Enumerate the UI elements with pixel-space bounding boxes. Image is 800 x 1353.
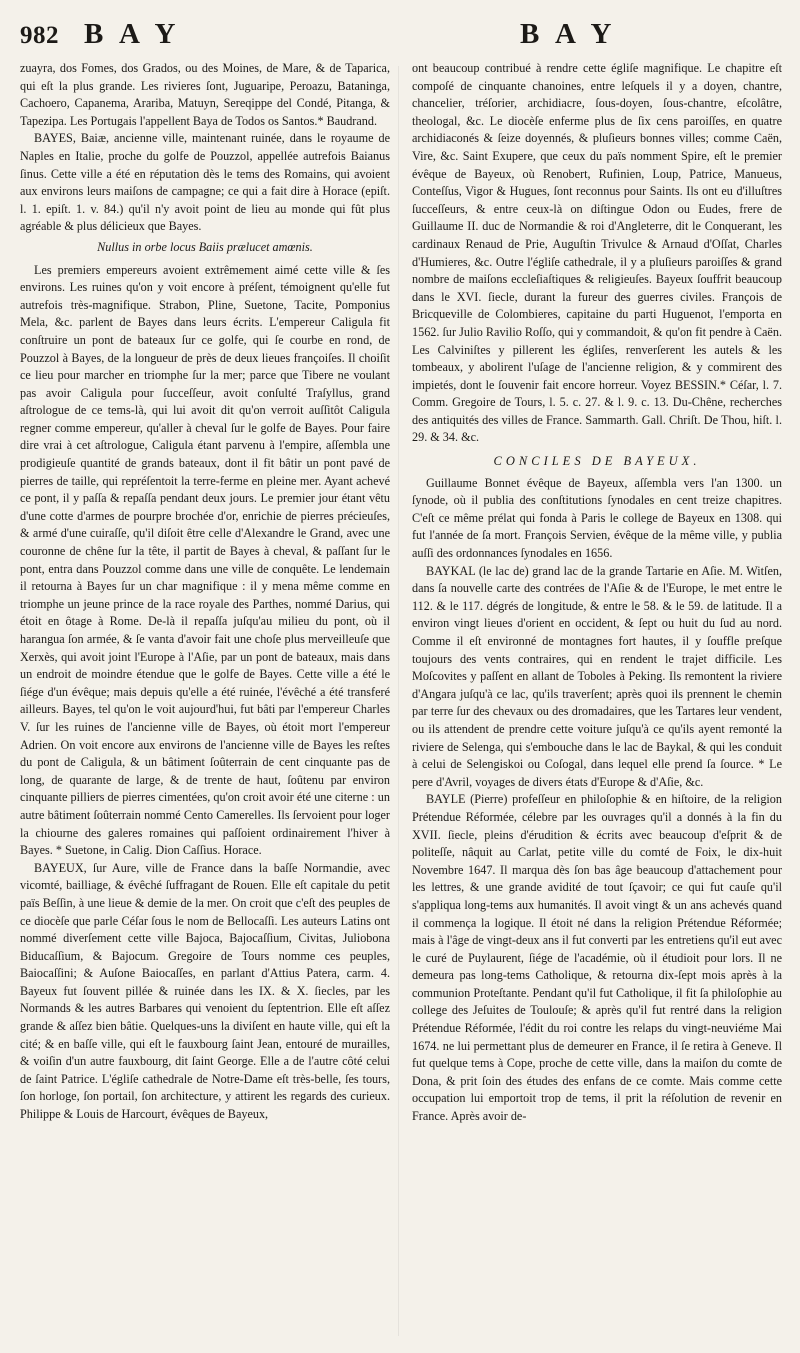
paragraph: BAYES, Baiæ, ancienne ville, maintenant ruinée, dans le royaume de Naples en Italie, proche du golfe de Pouzzol, appellée autrefois Baianus ſinus. Cette ville a été en réputation dès le tems des Romains, qui avoient aux environs leurs maiſons de campagne; ce qui a fait dire à Horace (epiſt. l. 1. epiſt. 1. v. 84.) qu'il n'y avoit point de lieu au monde qui fût plus agréable & plus délicieux que Bayes. <box>20 131 390 234</box>
continued-paragraph: ont beaucoup contribué à rendre cette égliſe magnifique. Le chapitre eſt compoſé de cinquante chanoines, entre leſquels il y a doyen, chantre, chancelier, tréſorier, archidiacre, ſous-doyen, ſous-chantre, eſcolâtre, theologal, &c. Le diocèſe enferme plus de ſix cens paroiſſes, en quatre archidiaconés & ſeize doyennés, & pluſieurs bonnes villes; comme Caën, Vire, &c. Saint Exupere, que ceux du païs nomment Spire, eſt le premier évêque de Bayeux, où Renobert, Rufinien, Loup, Patrice, Manueus, Conteſſus, Vigor & Hugues, ſont reconnus pour Saints. Ils ont eu d'illuſtres ſucceſſeurs, & entre ceux-là on diſtingue Odon ou Eudes, frere de Guillaume II. duc de Normandie & roi d'Angleterre, dit le Conquerant, les cardinaux Renaud de Prie, Auguſtin Trivulce & Arnaud d'Oſſat, Charles d'Humieres, &c. Outre l'égliſe cathedrale, il y a pluſieurs paroiſſes & grand nombre de maiſons eccleſiaſtiques & religieuſes. Bayeux ſouffrit beaucoup dans le XVI. ſiecle, durant la fureur des guerres civiles. François de Bricqueville de Colombieres, capitaine du parti Huguenot, l'emporta en 1562. ſur Julio Ravilio Roſſo, qui y commandoit, & qu'on fit pendre à Caën. Les Calviniſtes y pillerent les égliſes, renverſerent les autels & les tombeaux, y abolirent l'uſage de l'ancienne religion, & y commirent des impietés, dont le ſouvenir fait encore horreur. Voyez BESSIN.* Céſar, l. 7. Comm. Gregoire de Tours, l. 5. c. 27. & l. 9. c. 13. Du-Chêne, recherches des antiquités des villes de France. Sammarth. Gall. Chriſt. De Thou, hiſt. l. 29. & 34. &c. <box>412 61 782 445</box>
left-text-column <box>20 60 390 1350</box>
paragraph: Les premiers empereurs avoient extrêmement aimé cette ville & ſes environs. Les ruines qu'on y voit encore à préſent, témoignent qu'elle fut autrefois très-magnifique. Strabon, Pline, Suetone, Tacite, Pomponius Mela, &c. parlent de Bayes dans leurs écrits. L'empereur Caligula fit conſtruire un pont de bateaux ſur ce golfe, qui ſe courbe en rond, de Pouzzol à Bayes, de la longueur de près de deux lieues françoiſes. Il choiſit ce lieu pour marcher en triomphe ſur la mer; parce que Tibere ne voulant pas avoir Caligula pour ſucceſſeur, avoit conſulté Traſyllus, grand aſtrologue de ce tems-là, qui lui avoit dit qu'on verroit auſſitôt Caligula regner comme empereur, qu'aller à cheval ſur le golfe de Bayes. Pour faire dire vrai à cet aſtrologue, Caligula étant parvenu à l'empire, aſſembla une prodigieuſe quantité de grands bateaux, dont il fit bâtir un pont pavé de pierres de taille, qui repréſentoit la terre-ferme en pleine mer. Ayant achevé ce pont, il y paſſa & repaſſa pendant deux jours. Le premier jour étant vêtu d'une cotte d'armes de pourpre brochée d'or, enrichie de pierres précieuſes, & armé d'une cuiraſſe, qu'il diſoit être celle d'Alexandre le Grand, avec une couronne de chêne ſur la tête, il partit de Bayes à cheval, & paſſant ſur le pont, entra dans Pouzzol comme dans une ville de conquête. Le lendemain il retourna à Bayes ſur un char magnifique : il y mena même comme en triomphe un jeune prince de la race royale des Parthes, nommé Darius, qui étoit en ôtage à Rome. De-là il repaſſa juſqu'au milieu du pont, où il harangua ſon armée, & ſe vanta d'avoir fait une choſe plus merveilleuſe que Xerxès, qui avoit joint l'Europe à l'Aſie, par un pont de bateaux, mais dans un endroit de moindre étendue que le golfe de Bayes. Cette ville a été le ſiége d'un évêque; mais depuis qu'elle a été ruinée, l'évêché a été transferé ailleurs. Bayes, tel qu'on le voit aujourd'hui, fut bâti par l'empereur Charles V. ſur les ruines de l'ancienne ville de Bayes, où étoit mort l'empereur Adrien. On voit encore aux environs de l'ancienne ville de Bayes les reſtes du pont de Caligula, & un bâtiment ſoûterrain de cent cinquante pas de long, de quarante de large, & de trente de haut, ſoûtenu par environ cinquante pilliers de pierres cimentées, qu'on croit avoir été une citerne : un autre bâtiment ſoûterrain nommé Cento Camerelles. Ils ſervoient pour loger la chiourne des galeres romaines qui paſſoient ordinairement l'hiver à Bayes. * Suetone, in Calig. Dion Caſſius. Horace. <box>20 262 390 858</box>
continued-paragraph: zuayra, dos Fomes, dos Grados, ou des Moines, de Mare, & de Taparica, qui eſt la plus grande. Les rivieres ſont, Juguaripe, Peroazu, Bataninga, Cachoero, Capanema, Arariba, Matuyn, Sereqippe del Condé, Pitanga, & Tapezipa. Les Portugais l'appellent Baya de Todos os Santos.* Baudrand. <box>20 61 390 128</box>
paragraph: Guillaume Bonnet évêque de Bayeux, aſſembla vers l'an 1300. un ſynode, où il publia des conſtitutions ſynodales en cent treize chapitres. C'eſt ce même prélat qui fonda à Paris le college de Bayeux en 1308. qui fut l'année de ſa mort. François Servien, évêque de la même ville, y publia auſſi des ordonnances ſynodales en 1656. <box>412 475 782 561</box>
paragraph: BAYKAL (le lac de) grand lac de la grande Tartarie en Aſie. M. Witſen, dans ſa nouvelle carte des contrées de l'Aſie & de l'Europe, le met entre le 112. & le 117. dégrés de longitude, & entre le 58. & le 59. de latitude. Il a environ vingt lieues d'orient en occident, & ſept ou huit du ſud au nord. Comme il eſt environné de montagnes fort hautes, il y ſouffle preſque toujours des vents contraires, qui en rendent le trajet difficile. Les Moſcovites y paſſent en allant de Toboles à Peking. Ils remontent la riviere d'Angara juſqu'à ce lac, qu'ils traverſent; après quoi ils prennent le chemin par terre ſur des chevaux ou des dromadaires, que les Tartares leur vendent, ou ils attendent de prendre cette voiture juſqu'à ce qu'ils ayent remonté la riviere de Selenga, qui s'embouche dans le lac de Baykal, & qui les conduit à celui de Selengiskoi ou Coſogal, dans lequel elle prend ſa ſource. * Le pere d'Avril, voyages de divers états d'Europe & d'Aſie, &c. <box>412 563 782 789</box>
right-running-head: B A Y <box>520 18 617 50</box>
column-divider <box>398 66 399 1336</box>
verse-quotation: Nullus in orbe locus Baiis prælucet amœnis. <box>97 239 313 254</box>
paragraph: BAYLE (Pierre) profeſſeur en philoſophie & en hiſtoire, de la religion Prétendue Réformée, célebre par les ouvrages qu'il a donnés à la fin du XVII. ſiecle, pleins d'érudition & écrits avec beaucoup d'eſprit & de politeſſe, nâquit au Carlat, petite ville du comté de Foix, le dix-huit Novembre 1647. Il marqua dès ſon bas âge beaucoup d'attachement pour les lettres, & une grande avidité de tout ſçavoir; ce qui fut cauſe qu'il s'appliqua long-tems aux humanités. Il avoit vingt & un ans achevés quand il commença la logique. Il étoit né dans la religion Prétendue Réformée; mais à l'âge de vingt-deux ans il fut converti par les entretiens qu'il eut avec le curé de Puylaurent, ſiége de l'académie, où il étudioit pour lors. Il ne demeura pas long-tems Catholique, & retourna dix-ſept mois après à la communion Proteſtante. Pendant qu'il fut Catholique, il fit ſa philoſophie au college des Jeſuites de Toulouſe; & après qu'il fut rentré dans la religion Prétendue Réformée, l'édit du roi contre les relaps du vingt-neuviéme Mai 1674. ne lui permettant plus de demeurer en France, il ſe retira à Geneve. Il fut quelque tems à Cope, proche de cette ville, dans la maiſon du comte de Dona, & prit ſoin des études des enfans de ce comte. Mais comme cette occupation lui emportoit trop de tems, il prit la réſolution de revenir en France. Après avoir de- <box>412 792 782 1124</box>
paragraph: BAYEUX, ſur Aure, ville de France dans la baſſe Normandie, avec vicomté, bailliage, & évêché ſuffragant de Rouen. Elle eſt capitale du petit païs Beſſin, à une lieue & demie de la mer. On croit que c'eſt des peuples de ce diocèſe que parle Céſar ſous le nom de Bellocaſſi. Les auteurs Latins ont nommé diverſement cette ville Bajoca, Bajocaſſium, Civitas, Juliobona Biducaſſium, & Bajocum. Gregoire de Tours nomme ces peuples, Baiocaſſini; & Auſone Baiocaſſes, en parlant d'Attius Patera, carm. 4. Bayeux fut ſouvent pillée & ruinée dans les IX. & X. ſiecles, par les Normands & les autres Barbares qui venoient du ſeptentrion. Elle eſt aſſez grande & aſſez bien bâtie. Quelques-uns la diviſent en haute ville, qui eſt la cité; & en baſſe ville, qui eſt le fauxbourg ſaint Jean, entouré de murailles, & voiſin d'un autre fauxbourg, dit ſaint George. Elle a de l'autre côté celui de ſaint Patrice. L'égliſe cathedrale de Notre-Dame eſt très-belle, ſes tours, ſon horloge, ſon portail, ſon architecture, y attirent les regards des curieux. Philippe & Louis de Harcourt, évêques de Bayeux, <box>20 860 390 1122</box>
left-running-head: B A Y <box>84 18 181 50</box>
page-header <box>0 16 800 60</box>
section-heading: CONCILES DE BAYEUX. <box>493 454 701 469</box>
right-text-column <box>412 60 782 1350</box>
page-number: 982 <box>20 22 59 49</box>
